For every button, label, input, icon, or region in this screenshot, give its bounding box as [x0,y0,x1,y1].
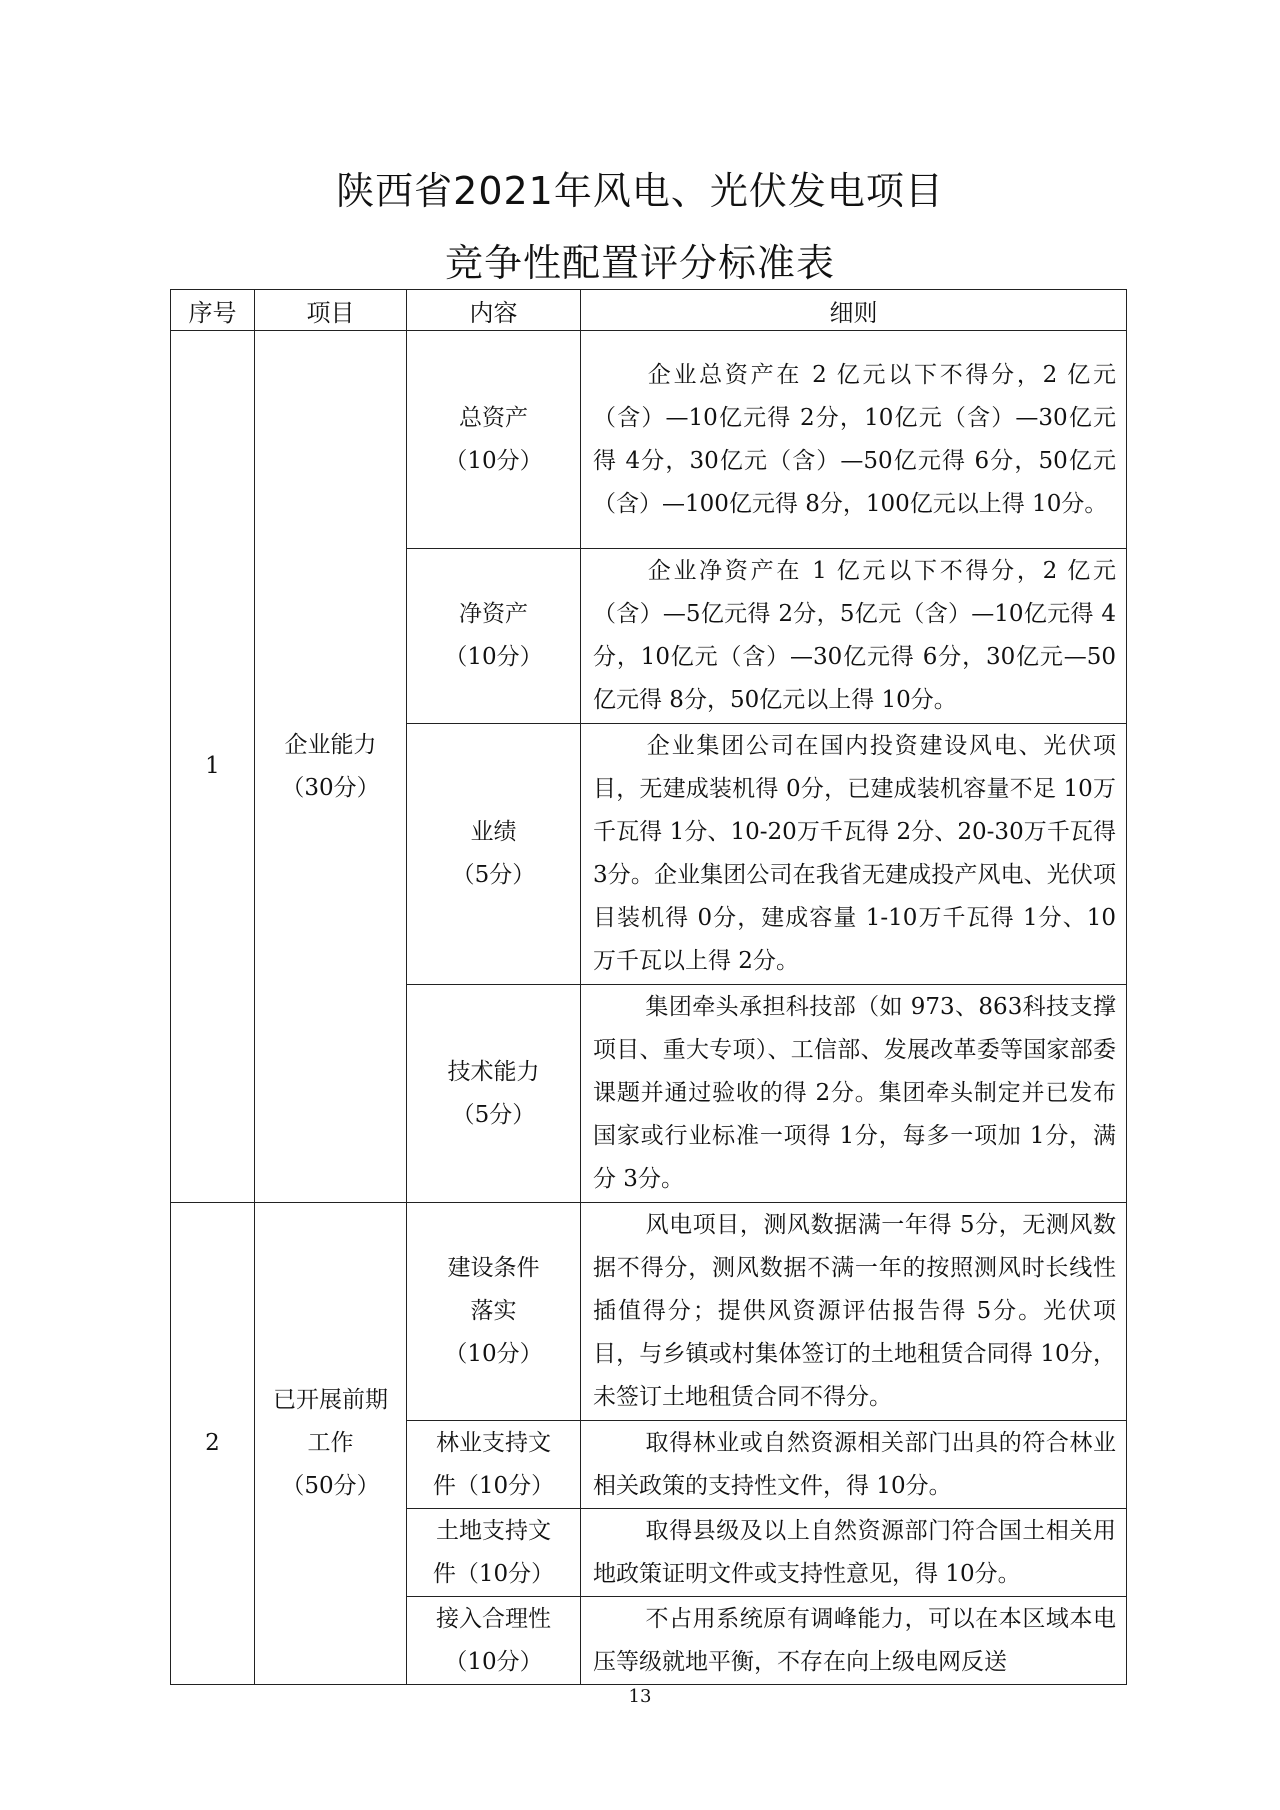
item-cell [255,331,407,1203]
content-line: 件（10分） [432,1560,555,1587]
content-line: （10分） [444,1341,543,1367]
content-line: （10分） [444,1648,543,1675]
title-line-1: 陕西省2021年风电、光伏发电项目 [336,169,944,213]
content-line: （5分） [451,862,536,888]
header-item: 项目 [255,290,407,331]
detail-text: 企业净资产在 1 亿元以下不得分，2 亿元（含）—5亿元得 2分，5亿元（含）—10亿元得 4分，10亿元（含）—30亿元得 6分，30亿元—50亿元得 8分，50亿元以上得 10分。 [593,558,1116,713]
item-cell [255,1203,407,1685]
content-line: 技术能力 [447,1058,540,1085]
item-line: 工作 [307,1430,354,1456]
content-line: 建设条件 [447,1255,540,1281]
detail-cell [581,1597,1127,1685]
header-seq: 序号 [171,290,255,331]
detail-cell [581,985,1127,1203]
content-line: （5分） [451,1101,536,1128]
item-line: （30分） [281,774,380,801]
content-line: （10分） [444,644,543,670]
detail-cell [581,1421,1127,1509]
content-line: 接入合理性 [436,1605,551,1632]
header-detail: 细则 [581,290,1127,331]
detail-text: 集团牵头承担科技部（如 973、863科技支撑项目、重大专项）、工信部、发展改革委等国家部委课题并通过验收的得 2分。集团牵头制定并已发布国家或行业标准一项得 1分，每多一项加 1分，满分 3分。 [593,994,1116,1192]
detail-cell [581,1509,1127,1597]
content-line: 林业支持文 [436,1429,551,1456]
content-cell [407,1421,581,1509]
content-cell [407,331,581,549]
content-cell [407,724,581,985]
content-line: 土地支持文 [436,1517,551,1544]
page-number: 13 [628,1686,652,1707]
content-cell [407,985,581,1203]
detail-text: 不占用系统原有调峰能力，可以在本区域本电压等级就地平衡，不存在向上级电网反送 [593,1605,1116,1675]
detail-cell [581,331,1127,549]
table-header-row [171,290,1127,331]
seq-cell: 1 [171,331,255,1203]
table-row [171,1203,1127,1421]
content-line: 件（10分） [432,1472,555,1499]
title-line-2: 竞争性配置评分标准表 [444,241,835,285]
scoring-table [170,289,1127,1685]
detail-cell [581,549,1127,724]
header-content: 内容 [407,290,581,331]
detail-text: 风电项目，测风数据满一年得 5分，无测风数据不得分，测风数据不满一年的按照测风时长线性插值得分；提供风资源评估报告得 5分。光伏项目，与乡镇或村集体签订的土地租赁合同得 10分，未签订土地租赁合同不得分。 [593,1212,1116,1410]
content-line: 净资产 [459,601,528,627]
table-row [171,331,1127,549]
content-cell [407,1203,581,1421]
detail-text: 取得林业或自然资源相关部门出具的符合林业相关政策的支持性文件，得 10分。 [593,1429,1116,1499]
item-line: 企业能力 [284,731,377,758]
detail-text: 企业总资产在 2 亿元以下不得分，2 亿元（含）—10亿元得 2分，10亿元（含）—30亿元得 4分，30亿元（含）—50亿元得 6分，50亿元（含）—100亿元得 8分，100亿元以上得 10分。 [593,361,1116,517]
item-line: 已开展前期 [273,1387,388,1413]
content-line: （10分） [444,447,543,474]
content-cell [407,1509,581,1597]
content-line: 总资产 [459,404,528,431]
content-cell [407,1597,581,1685]
content-line: 业绩 [470,819,517,845]
detail-cell [581,1203,1127,1421]
seq-cell: 2 [171,1203,255,1685]
detail-cell [581,724,1127,985]
detail-text: 企业集团公司在国内投资建设风电、光伏项目，无建成装机得 0分，已建成装机容量不足 10万千瓦得 1分、10-20万千瓦得 2分、20-30万千瓦得 3分。企业集团公司在我省无建成投产风电、光伏项目装机得 0分，建成容量 1-10万千瓦得 1分、10万千瓦以上得 2分。 [593,733,1116,974]
content-line: 落实 [470,1298,517,1324]
content-cell [407,549,581,724]
item-line: （50分） [281,1473,380,1499]
detail-text: 取得县级及以上自然资源部门符合国土相关用地政策证明文件或支持性意见，得 10分。 [593,1517,1116,1587]
